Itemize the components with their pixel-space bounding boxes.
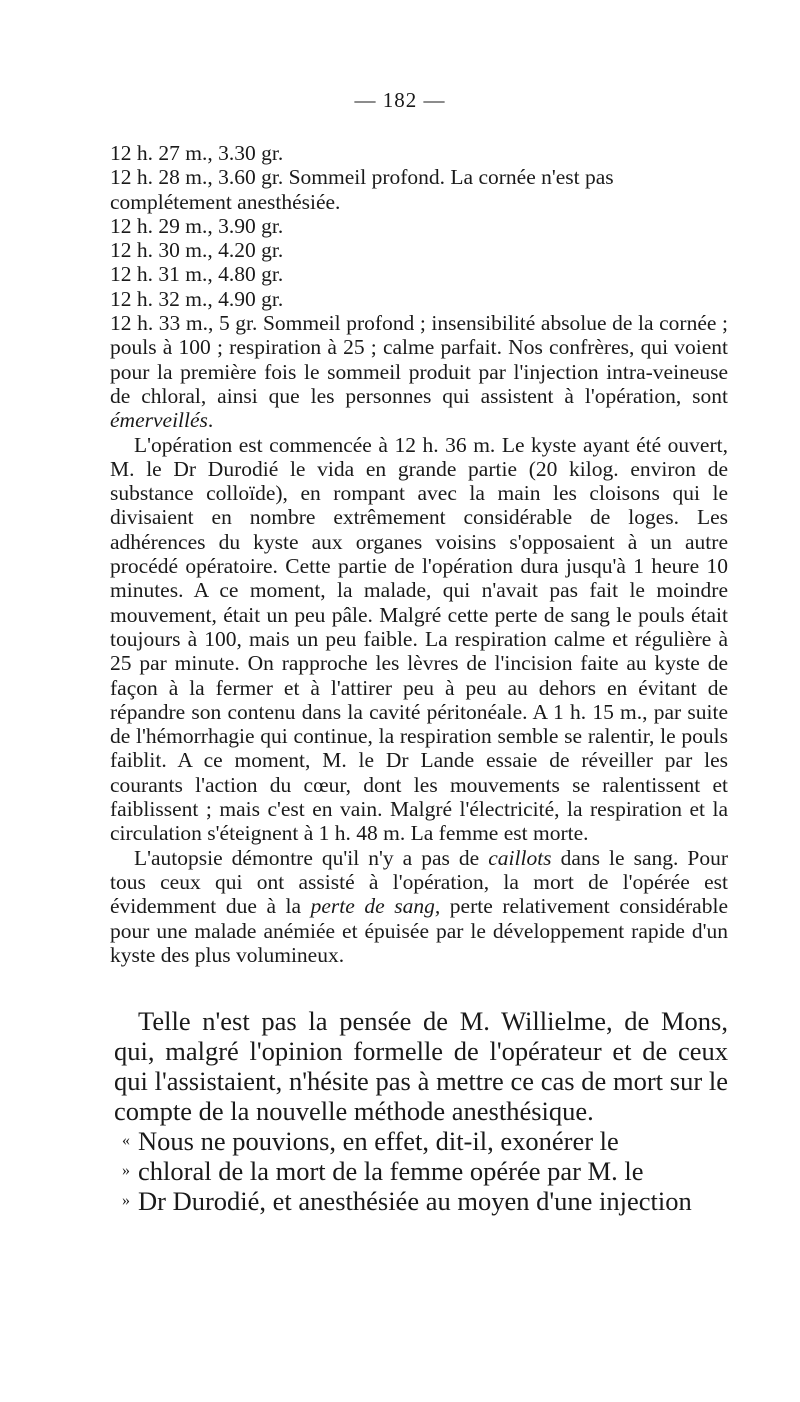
quote-line	[114, 1126, 728, 1156]
log-line: 12 h. 29 m., 3.90 gr.	[110, 213, 284, 238]
paragraph-text: .	[207, 408, 214, 433]
paragraph-text: dans le sang. Pour tous ceux qui ont assisté à l'opération, la mort de l'opérée est évidemment due à la	[110, 845, 729, 919]
clinical-report-block	[110, 141, 728, 967]
paragraph-autopsy	[110, 846, 728, 967]
emphasis-text: caillots	[488, 845, 552, 870]
log-line: 12 h. 28 m., 3.60 gr. Sommeil profond. La cornée n'est pas	[110, 165, 614, 190]
paragraph-willielme: Telle n'est pas la pensée de M. Willielme, de Mons, qui, malgré l'opinion formelle de l'opérateur et de ceux qui l'assistaient, n'hésite pas à mettre ce cas de mort sur le compte de la nouvelle méthode anesthésique.	[114, 1006, 728, 1126]
quote-line	[114, 1186, 728, 1216]
quote-mark: «	[122, 1132, 130, 1149]
paragraph-deep-sleep	[110, 311, 728, 432]
page-number: — 182 —	[354, 88, 446, 112]
paragraph-text: perte relativement considérable pour une malade anémiée et épuisée par le développement rapide d'un kyste des plus volumineux.	[110, 894, 728, 967]
log-line: 12 h. 31 m., 4.80 gr.	[110, 262, 284, 287]
paragraph-text: 12 h. 33 m., 5 gr. Sommeil profond ; insensibilité absolue de la cornée ; pouls à 100 ; respiration à 25 ; calme parfait. Nos confrères, qui voient pour la première fois le sommeil produit par l'injection intra-veineuse de chloral, ainsi que les personnes qui assistent à l'opération, sont	[110, 311, 728, 408]
quote-text: chloral de la mort de la femme opérée par M. le	[138, 1156, 644, 1186]
log-line: 12 h. 32 m., 4.90 gr.	[110, 286, 284, 311]
log-line: 12 h. 30 m., 4.20 gr.	[110, 238, 284, 263]
quote-text: Nous ne pouvions, en effet, dit-il, exonérer le	[138, 1126, 619, 1156]
emphasis-text: émerveillés	[110, 408, 208, 433]
commentary-block	[114, 1006, 728, 1216]
quote-line	[114, 1156, 728, 1186]
quote-text: Dr Durodié, et anesthésiée au moyen d'une injection	[138, 1186, 692, 1216]
paragraph-operation: L'opération est commencée à 12 h. 36 m. Le kyste ayant été ouvert, M. le Dr Durodié le vida en grande partie (20 kilog. environ de substance colloïde), en rompant avec la main les cloisons qui le divisaient en nombre extrêmement considérable de loges. Les adhérences du kyste aux organes voisins s'opposaient à un autre procédé opératoire. Cette partie de l'opération dura jusqu'à 1 heure 10 minutes. A ce moment, la malade, qui n'avait pas fait le moindre mouvement, était un peu pâle. Malgré cette perte de sang le pouls était toujours à 100, mais un peu faible. La respiration calme et régulière à 25 par minute. On rapproche les lèvres de l'incision faite au kyste de façon à la fermer et à l'attirer peu à peu au dehors en évitant de répandre son contenu dans la cavité péritonéale. A 1 h. 15 m., par suite de l'hémorrhagie qui continue, la respiration semble se ralentir, le pouls faiblit. A ce moment, M. le Dr Lande essaie de réveiller par les courants l'action du cœur, dont les mouvements se ralentissent et faiblissent ; mais c'est en vain. Malgré l'électricité, la respiration et la circulation s'éteignent à 1 h. 48 m. La femme est morte.	[110, 432, 728, 846]
log-line: 12 h. 27 m., 3.30 gr.	[110, 141, 284, 165]
emphasis-text: perte de sang,	[310, 894, 441, 919]
quote-mark: »	[122, 1192, 130, 1209]
quote-mark: »	[122, 1162, 130, 1179]
log-line: complétement anesthésiée.	[110, 189, 341, 214]
paragraph-text: L'autopsie démontre qu'il n'y a pas de	[134, 845, 489, 870]
